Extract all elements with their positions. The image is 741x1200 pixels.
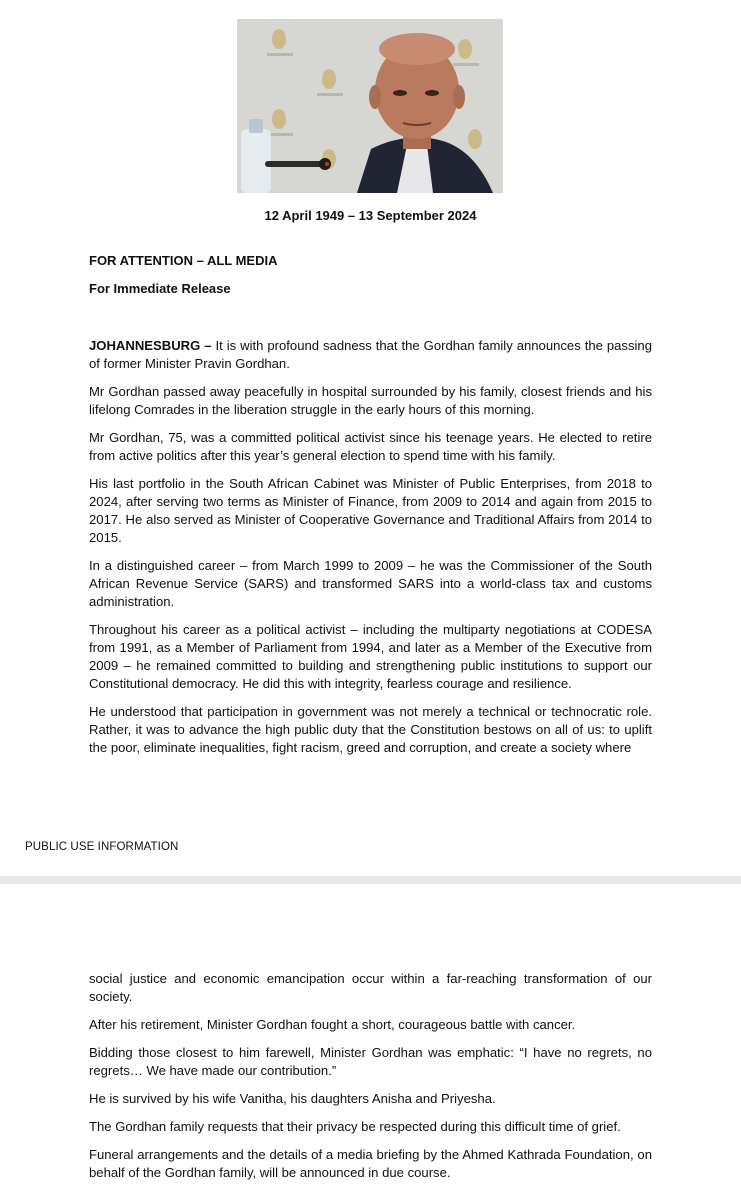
release-heading: For Immediate Release (89, 281, 231, 296)
portrait-illustration (237, 19, 503, 193)
document-page-2 (0, 884, 741, 1200)
page-1-body (89, 337, 652, 767)
paragraph: social justice and economic emancipation occur within a far-reaching transformation of our society. (89, 971, 652, 1004)
dateline: JOHANNESBURG – (89, 338, 212, 353)
paragraph: He understood that participation in government was not merely a technical or technocratic role. Rather, it was to advance the high public duty that the Constitution bestows on all of us: to uplift the poor, eliminate inequalities, fight racism, greed and corruption, and create a society where (89, 704, 652, 755)
attention-heading: FOR ATTENTION – ALL MEDIA (89, 253, 278, 268)
lead-paragraph (89, 337, 652, 373)
paragraph: Throughout his career as a political activist – including the multiparty negotiations at CODESA from 1991, as a Member of Parliament from 1994, and later as a Member of the Executive from 2009 – he remained committed to building and strengthening public institutions to support our Constitutional democracy. He did this with integrity, fearless courage and resilience. (89, 622, 652, 691)
lead-text: It is with profound sadness that the Gordhan family announces the passing of former Minister Pravin Gordhan. (89, 338, 652, 371)
paragraph: Mr Gordhan, 75, was a committed political activist since his teenage years. He elected to retire from active politics after this year’s general election to spend time with his family. (89, 430, 652, 463)
page-footer-classification: PUBLIC USE INFORMATION (25, 841, 179, 853)
paragraph: Funeral arrangements and the details of a media briefing by the Ahmed Kathrada Foundation, on behalf of the Gordhan family, will be announced in due course. (89, 1147, 652, 1180)
paragraph: The Gordhan family requests that their privacy be respected during this difficult time of grief. (89, 1119, 621, 1134)
paragraph: His last portfolio in the South African Cabinet was Minister of Public Enterprises, from 2018 to 2024, after serving two terms as Minister of Finance, from 2009 to 2014 and again from 2015 to 2017. He also served as Minister of Cooperative Governance and Traditional Affairs from 2014 to 2015. (89, 476, 652, 545)
portrait-photo (237, 19, 503, 193)
paragraph: After his retirement, Minister Gordhan fought a short, courageous battle with cancer. (89, 1017, 576, 1032)
paragraph: In a distinguished career – from March 1999 to 2009 – he was the Commissioner of the South African Revenue Service (SARS) and transformed SARS into a world-class tax and customs administration. (89, 558, 652, 609)
paragraph: He is survived by his wife Vanitha, his daughters Anisha and Priyesha. (89, 1091, 496, 1106)
paragraph: Mr Gordhan passed away peacefully in hospital surrounded by his family, closest friends and his lifelong Comrades in the liberation struggle in the early hours of this morning. (89, 384, 652, 417)
page-2-body (89, 970, 652, 1192)
paragraph: Bidding those closest to him farewell, Minister Gordhan was emphatic: “I have no regrets, no regrets… We have made our contribution.” (89, 1045, 652, 1078)
lifespan-dates: 12 April 1949 – 13 September 2024 (264, 208, 477, 223)
